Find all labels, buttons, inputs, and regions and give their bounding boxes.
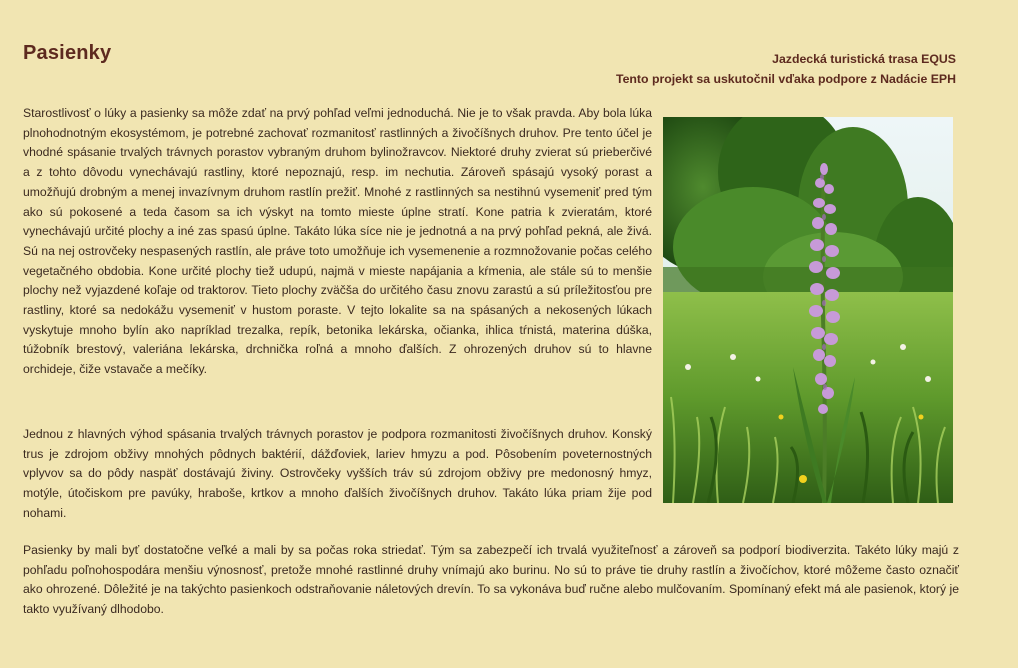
- project-sponsor-line: Tento projekt sa uskutočnil vďaka podpore z Nadácie EPH: [615, 72, 956, 86]
- paragraph-biodiversity: Jednou z hlavných výhod spásania trvalých trávnych porastov je podpora rozmanitosti živočíšnych druhov. Konský trus je zdrojom obživy mnohých pôdnych baktérií, dážďoviek, lariev hmyzu a pod. Pôsobením poveternostných vplyvov sa do pôdy naspäť dostávajú živiny. Ostrovčeky vyšších tráv sú zdrojom obživy pre medonosný hmyz, motýle, útočiskom pre pavúky, hraboše, krtkov a mnoho ďalších živočíšnych druhov. Takáto lúka priam žije pod nohami.: [23, 427, 652, 520]
- paragraph-care: Starostlivosť o lúky a pasienky sa môže zdať na prvý pohľad veľmi jednoduchá. Nie je to však pravda. Aby bola lúka plnohodnotným ekosystémom, je potrebné zachovať rozmanitosť rastlinných a živočíšnych druhov. Pre tento účel je vhodné spásanie trvalých trávnych porastov vybraným druhom bylinožravcov. Niektoré druhy zvierat sú prieberčivé a z tohto dôvodu vynechávajú rastliny, ktoré nepoznajú, resp. im nechutia. Zároveň spásajú vysoký porast a umožňujú drobným a menej invazívnym druhom rastlín prežiť. Mnohé z rastlinných sa nestihnú vysemeniť pred tým ako sú pokosené a teda časom sa ich výskyt na tomto mieste úplne stratí. Kone patria k zvieratám, ktoré vynechávajú určité plochy a iné zas spasú úplne. Takáto lúka síce nie je jednotná a na prvý pohľad pekná, ale živá. Sú na nej ostrovčeky nespasených rastlín, ale práve toto umožňuje ich vysemenenie a rozmnožovanie počas celého vegetačného obdobia. Kone určité plochy tiež udupú, najmä v mieste napájania a kŕmenia, ale stále sú to menšie plochy než vyjazdené koľaje od traktorov. Tieto plochy zväčša do určitého času znovu zarastú a sú príležitosťou pre rastliny, ktoré sa nedokážu vysemeniť v hustom poraste. V tejto lokalite sa na spásaných a nekosených lúkach vyskytuje mnoho bylín ako napríklad trezalka, repík, betonika lekárska, očianka, ihlica tŕnistá, materina dúška, túžobník brestový, valeriána lekárska, drchnička roľná a mnoho ďalších. Z ohrozených druhov sú to hlavne orchideje, čiže vstavače a mečíky.: [23, 106, 652, 377]
- page-title: Pasienky: [23, 42, 112, 64]
- orchid-meadow-photo: [663, 117, 953, 503]
- project-header: [616, 49, 956, 89]
- orchid-illustration: [663, 117, 953, 503]
- trail-name: Jazdecká turistická trasa EQUS: [772, 52, 956, 66]
- paragraph-pasture-management: Pasienky by mali byť dostatočne veľké a mali by sa počas roka striedať. Tým sa zabezpečí ich trvalá využiteľnosť a zároveň sa podporí biodiverzita. Takéto lúky majú z pohľadu poľnohospodára menšiu výnosnosť, pretože mnohé rastlinné druhy vnímajú ako burinu. No sú to práve tie druhy rastlín a živočíchov, ktoré môžeme často označiť ako ohrozené. Dôležité je na takýchto pasienkoch odstraňovanie náletových drevín. To sa vykonáva buď ručne alebo mulčovaním. Spomínaný efekt má ale pasienok, ktorý je takto využívaný dlhodobo.: [23, 543, 959, 617]
